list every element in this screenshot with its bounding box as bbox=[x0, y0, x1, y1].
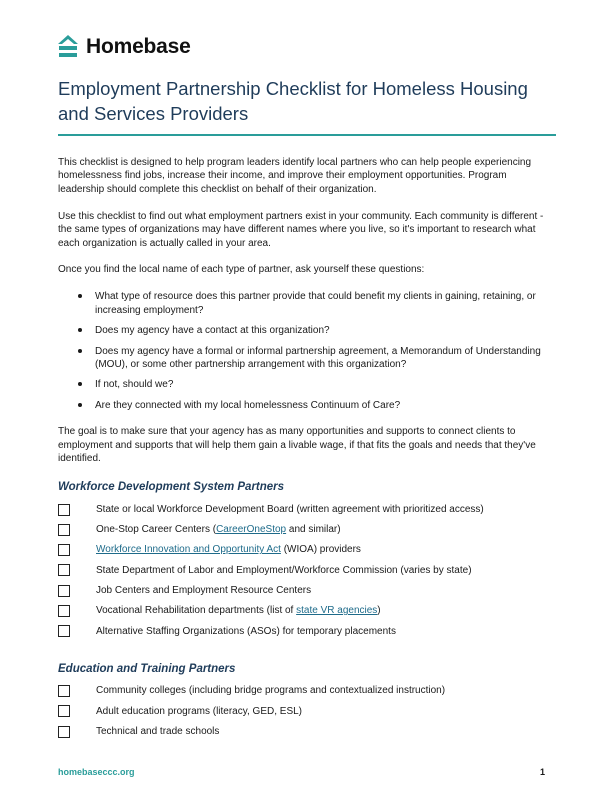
intro-paragraph: Use this checklist to find out what employment partners exist in your community. Each community is different - the same types of organizations may have different names where you live, so it's important to research what each organization is actually called in your area. bbox=[58, 210, 544, 249]
checklist-item bbox=[58, 625, 553, 638]
checklist-item bbox=[58, 684, 553, 697]
checklist-label: Job Centers and Employment Resource Centers bbox=[96, 585, 312, 596]
question-list bbox=[58, 290, 553, 412]
checklist-item bbox=[58, 584, 553, 597]
checkbox[interactable] bbox=[58, 705, 70, 717]
question-item: If not, should we? bbox=[75, 378, 553, 391]
checklist-label: State or local Workforce Development Board (written agreement with prioritized access) bbox=[96, 503, 484, 515]
intro-paragraph: Once you find the local name of each type of partner, ask yourself these questions: bbox=[58, 264, 425, 276]
checklist-item bbox=[58, 604, 553, 617]
checkbox[interactable] bbox=[58, 685, 70, 697]
checkbox[interactable] bbox=[58, 544, 70, 556]
checkbox[interactable] bbox=[58, 504, 70, 516]
page-number: 1 bbox=[540, 767, 546, 777]
checkbox[interactable] bbox=[58, 524, 70, 536]
checklist-label: State Department of Labor and Employment/Workforce Commission (varies by state) bbox=[96, 564, 472, 576]
brand-name: Homebase bbox=[86, 35, 191, 58]
checkbox[interactable] bbox=[58, 625, 70, 637]
goal-paragraph: The goal is to make sure that your agency has as many opportunities and supports to connect clients to employment and supports that will help them gain a livable wage, if that fits the goals and needs that they've identified. bbox=[58, 426, 536, 464]
checklist-label: Vocational Rehabilitation departments (list of state VR agencies) bbox=[96, 605, 381, 617]
checklist-item bbox=[58, 523, 553, 536]
checklist-label: Workforce Innovation and Opportunity Act (WIOA) providers bbox=[96, 544, 361, 556]
checklist-label: Adult education programs (literacy, GED, ESL) bbox=[96, 705, 303, 717]
intro-paragraph: This checklist is designed to help program leaders identify local partners who can help people experiencing homelessness find jobs, increase their income, and improve their employment opportunities. Program leadership should complete this checklist on behalf of their organization. bbox=[58, 157, 532, 195]
state-vr-agencies-link[interactable]: state VR agencies bbox=[296, 605, 378, 617]
question-item: Does my agency have a formal or informal partnership agreement, a Memorandum of Understanding (MOU), or some other partnership arrangement with this organization? bbox=[75, 345, 553, 372]
checklist-item bbox=[58, 503, 553, 516]
checklist-label: One-Stop Career Centers (CareerOneStop and similar) bbox=[96, 524, 341, 536]
brand-logo bbox=[57, 34, 191, 60]
checkbox[interactable] bbox=[58, 585, 70, 597]
document-body bbox=[58, 156, 553, 745]
checkbox[interactable] bbox=[58, 726, 70, 738]
question-item: Are they connected with my local homelessness Continuum of Care? bbox=[75, 399, 553, 412]
question-item: What type of resource does this partner provide that could benefit my clients in gaining, retaining, or increasing employment? bbox=[75, 290, 553, 317]
wioa-link[interactable]: Workforce Innovation and Opportunity Act bbox=[96, 544, 281, 556]
question-item: Does my agency have a contact at this organization? bbox=[75, 324, 553, 337]
checkbox[interactable] bbox=[58, 564, 70, 576]
section-heading-education: Education and Training Partners bbox=[58, 663, 236, 675]
checklist-label: Technical and trade schools bbox=[96, 726, 220, 737]
title-divider bbox=[58, 134, 556, 136]
house-icon bbox=[57, 34, 79, 60]
checklist-label: Community colleges (including bridge programs and contextualized instruction) bbox=[96, 685, 446, 697]
checklist-item bbox=[58, 725, 553, 738]
checklist-item bbox=[58, 543, 553, 556]
page-title: Employment Partnership Checklist for Homeless Housing and Services Providers bbox=[58, 78, 528, 124]
careeronestop-link[interactable]: CareerOneStop bbox=[216, 524, 287, 536]
section-heading-workforce: Workforce Development System Partners bbox=[58, 481, 285, 494]
checkbox[interactable] bbox=[58, 605, 70, 617]
checklist-item bbox=[58, 705, 553, 718]
checklist-label: Alternative Staffing Organizations (ASOs) for temporary placements bbox=[96, 625, 396, 637]
footer-site-link[interactable]: homebaseccc.org bbox=[58, 767, 135, 777]
checklist-item bbox=[58, 564, 553, 577]
